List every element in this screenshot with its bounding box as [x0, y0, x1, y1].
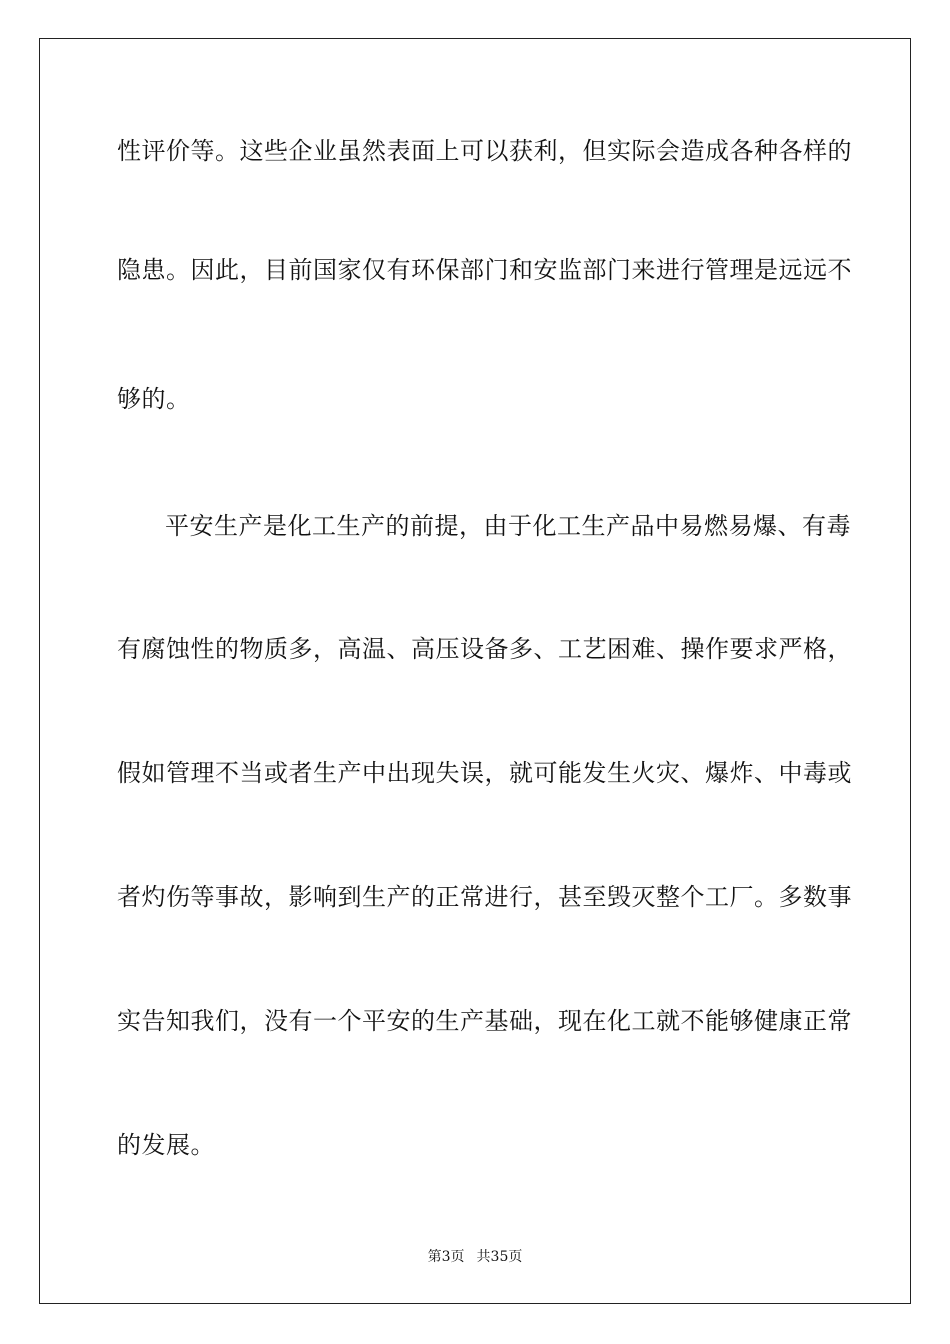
paragraph-line: 的发展。: [117, 1131, 215, 1159]
page-number: 第3页: [427, 1249, 465, 1265]
paragraph-line: 够的。: [117, 385, 191, 413]
paragraph-line: 平安生产是化工生产的前提，由于化工生产品中易燃易爆、有毒: [165, 512, 851, 540]
paragraph-line: 有腐蚀性的物质多，高温、高压设备多、工艺困难、操作要求严格，: [117, 635, 852, 663]
page-frame: [39, 38, 911, 1304]
page-footer: [0, 1248, 950, 1266]
page-total: 共35页: [476, 1249, 523, 1265]
paragraph-line: 假如管理不当或者生产中出现失误，就可能发生火灾、爆炸、中毒或: [117, 759, 852, 787]
paragraph-line: 者灼伤等事故，影响到生产的正常进行，甚至毁灭整个工厂。多数事: [117, 883, 852, 911]
paragraph-line: 性评价等。这些企业虽然表面上可以获利，但实际会造成各种各样的: [117, 137, 852, 165]
paragraph-line: 实告知我们，没有一个平安的生产基础，现在化工就不能够健康正常: [117, 1007, 852, 1035]
paragraph-line: 隐患。因此，目前国家仅有环保部门和安监部门来进行管理是远远不: [117, 256, 852, 284]
